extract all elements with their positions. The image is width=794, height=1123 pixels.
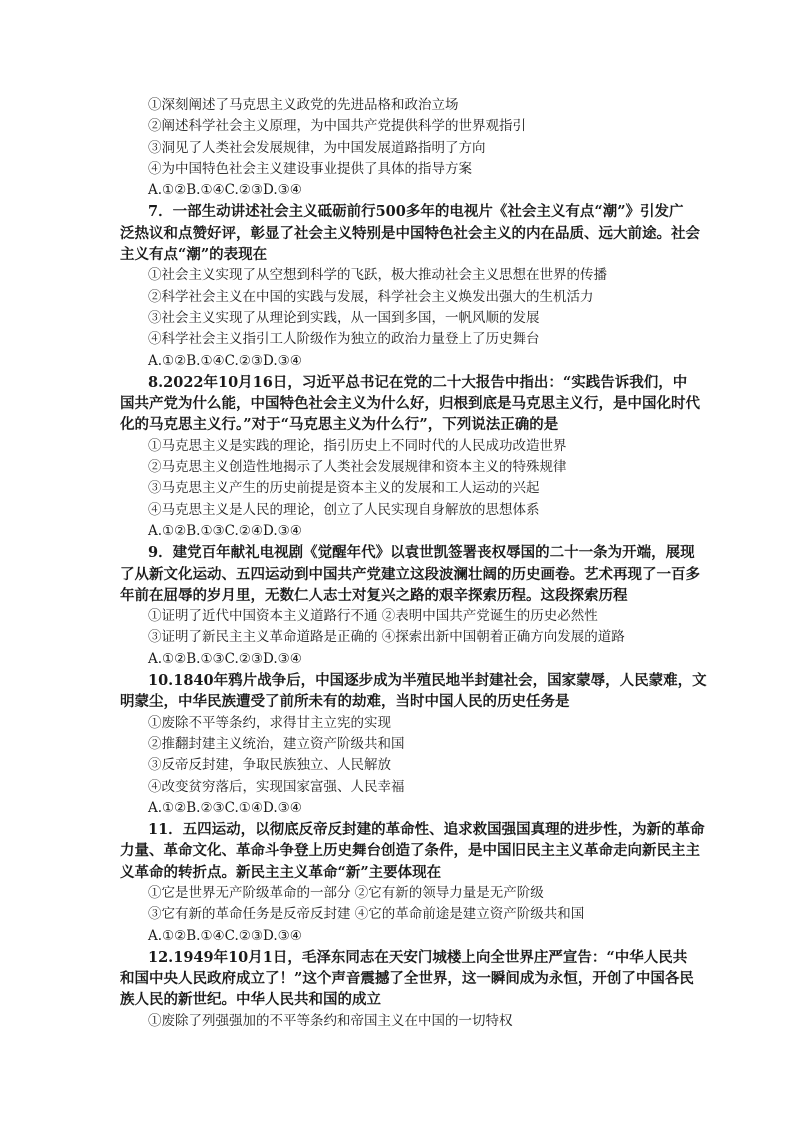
question-10-choices: A.①②B.②③C.①④D.③④ xyxy=(148,799,302,816)
question-11-option-row-1: ①它是世界无产阶级革命的一部分 ②它有新的领导力量是无产阶级 xyxy=(148,884,544,901)
question-6-option-3: ③洞见了人类社会发展规律，为中国发展道路指明了方向 xyxy=(148,139,486,156)
question-9-stem-line-2: 了从新文化运动、五四运动到中国共产党建立这段波澜壮阔的历史画卷。艺术再现了一百多 xyxy=(120,565,700,583)
question-9-option-row-1: ①证明了近代中国资本主义道路行不通 ②表明中国共产党诞生的历史必然性 xyxy=(148,608,598,625)
exam-page xyxy=(120,95,707,1032)
question-11-stem-line-1: 11．五四运动，以彻底反帝反封建的革命性、追求救国强国真理的进步性，为新的革命 xyxy=(148,821,705,839)
question-7-option-1: ①社会主义实现了从空想到科学的飞跃，极大推动社会主义思想在世界的传播 xyxy=(148,267,607,284)
question-7-option-2: ②科学社会主义在中国的实践与发展，科学社会主义焕发出强大的生机活力 xyxy=(148,288,594,305)
question-11 xyxy=(120,819,705,947)
question-8-stem-line-3: 化的马克思主义行。”对于“马克思主义为什么行”，下列说法正确的是 xyxy=(120,416,559,434)
question-12-stem-line-2: 和国中央人民政府成立了！”这个声音震撼了全世界，这一瞬间成为永恒，开创了中国各民 xyxy=(120,970,694,988)
question-7-stem-line-2: 泛热议和点赞好评，彰显了社会主义特别是中国特色社会主义的内在品质、远大前途。社会 xyxy=(120,224,700,242)
question-10-option-2: ②推翻封建主义统治，建立资产阶级共和国 xyxy=(148,735,405,752)
question-7-option-4: ④科学社会主义指引工人阶级作为独立的政治力量登上了历史舞台 xyxy=(148,331,540,348)
question-7-choices: A.①②B.①④C.②③D.③④ xyxy=(148,352,302,369)
question-9-choices: A.①②B.①③C.②③D.③④ xyxy=(148,650,302,667)
question-8-choices: A.①②B.①③C.②④D.③④ xyxy=(148,522,302,539)
question-12-stem-line-1: 12.1949年10月1日，毛泽东同志在天安门城楼上向全世界庄严宣告：“中华人民共 xyxy=(148,948,688,966)
question-10-option-1: ①废除不平等条约，求得甘主立宪的实现 xyxy=(148,714,391,731)
question-12-stem-line-3: 族人民的新世纪。中华人民共和国的成立 xyxy=(120,991,381,1009)
question-12 xyxy=(120,947,694,1032)
question-9-stem-line-3: 年前在屈辱的岁月里，无数仁人志士对复兴之路的艰辛探索历程。这段探索历程 xyxy=(120,586,628,604)
question-6-option-2: ②阐述科学社会主义原理，为中国共产党提供科学的世界观指引 xyxy=(148,118,526,135)
question-6-options xyxy=(120,95,680,201)
question-7 xyxy=(120,201,700,371)
question-8-option-3: ③马克思主义产生的历史前提是资本主义的发展和工人运动的兴起 xyxy=(148,480,540,497)
question-8-option-1: ①马克思主义是实践的理论，指引历史上不同时代的人民成功改造世界 xyxy=(148,437,567,454)
question-6-choices: A.①②B.①④C.②③D.③④ xyxy=(148,182,302,199)
question-10 xyxy=(120,670,707,819)
question-8-option-2: ②马克思主义创造性地揭示了人类社会发展规律和资本主义的特殊规律 xyxy=(148,459,567,476)
question-11-stem-line-2: 力量、革命文化、革命斗争登上历史舞台创造了条件，是中国旧民主主义革命走向新民主主 xyxy=(120,842,700,860)
question-11-option-row-2: ③它有新的革命任务是反帝反封建 ④它的革命前途是建立资产阶级共和国 xyxy=(148,906,585,923)
question-8-stem-line-2: 国共产党为什么能，中国特色社会主义为什么好，归根到底是马克思主义行，是中国化时代 xyxy=(120,395,700,413)
question-12-option-1: ①废除了列强强加的不平等条约和帝国主义在中国的一切特权 xyxy=(148,1012,513,1029)
question-10-option-4: ④改变贫穷落后，实现国家富强、人民幸福 xyxy=(148,778,405,795)
question-8-option-4: ④马克思主义是人民的理论，创立了人民实现自身解放的思想体系 xyxy=(148,501,540,518)
question-9 xyxy=(120,542,700,670)
question-8-stem-line-1: 8.2022年10月16日，习近平总书记在党的二十大报告中指出：“实践告诉我们，中 xyxy=(148,373,688,391)
question-8 xyxy=(120,372,700,542)
question-10-option-3: ③反帝反封建，争取民族独立、人民解放 xyxy=(148,757,391,774)
question-11-stem-line-3: 义革命的转折点。新民主主义革命“新”主要体现在 xyxy=(120,863,442,881)
question-11-choices: A.①②B.①④C.②③D.③④ xyxy=(148,927,302,944)
question-7-stem-line-3: 主义有点“潮”的表现在 xyxy=(120,246,268,264)
question-6-option-4: ④为中国特色社会主义建设事业提供了具体的指导方案 xyxy=(148,160,472,177)
question-7-option-3: ③社会主义实现了从理论到实践，从一国到多国，一帆风顺的发展 xyxy=(148,309,540,326)
question-6-option-1: ①深刻阐述了马克思主义政党的先进品格和政治立场 xyxy=(148,97,459,113)
question-10-stem-line-2: 明蒙尘，中华民族遭受了前所未有的劫难，当时中国人民的历史任务是 xyxy=(120,693,570,711)
question-7-stem-line-1: 7．一部生动讲述社会主义砥砺前行500多年的电视片《社会主义有点“潮”》引发广 xyxy=(148,203,684,221)
question-9-stem-line-1: 9．建党百年献礼电视剧《觉醒年代》以袁世凯签署丧权辱国的二十一条为开端，展现 xyxy=(148,544,695,562)
question-9-option-row-2: ③证明了新民主主义革命道路是正确的 ④探索出新中国朝着正确方向发展的道路 xyxy=(148,629,625,646)
question-10-stem-line-1: 10.1840年鸦片战争后，中国逐步成为半殖民地半封建社会，国家蒙辱，人民蒙难，文 xyxy=(148,672,707,690)
